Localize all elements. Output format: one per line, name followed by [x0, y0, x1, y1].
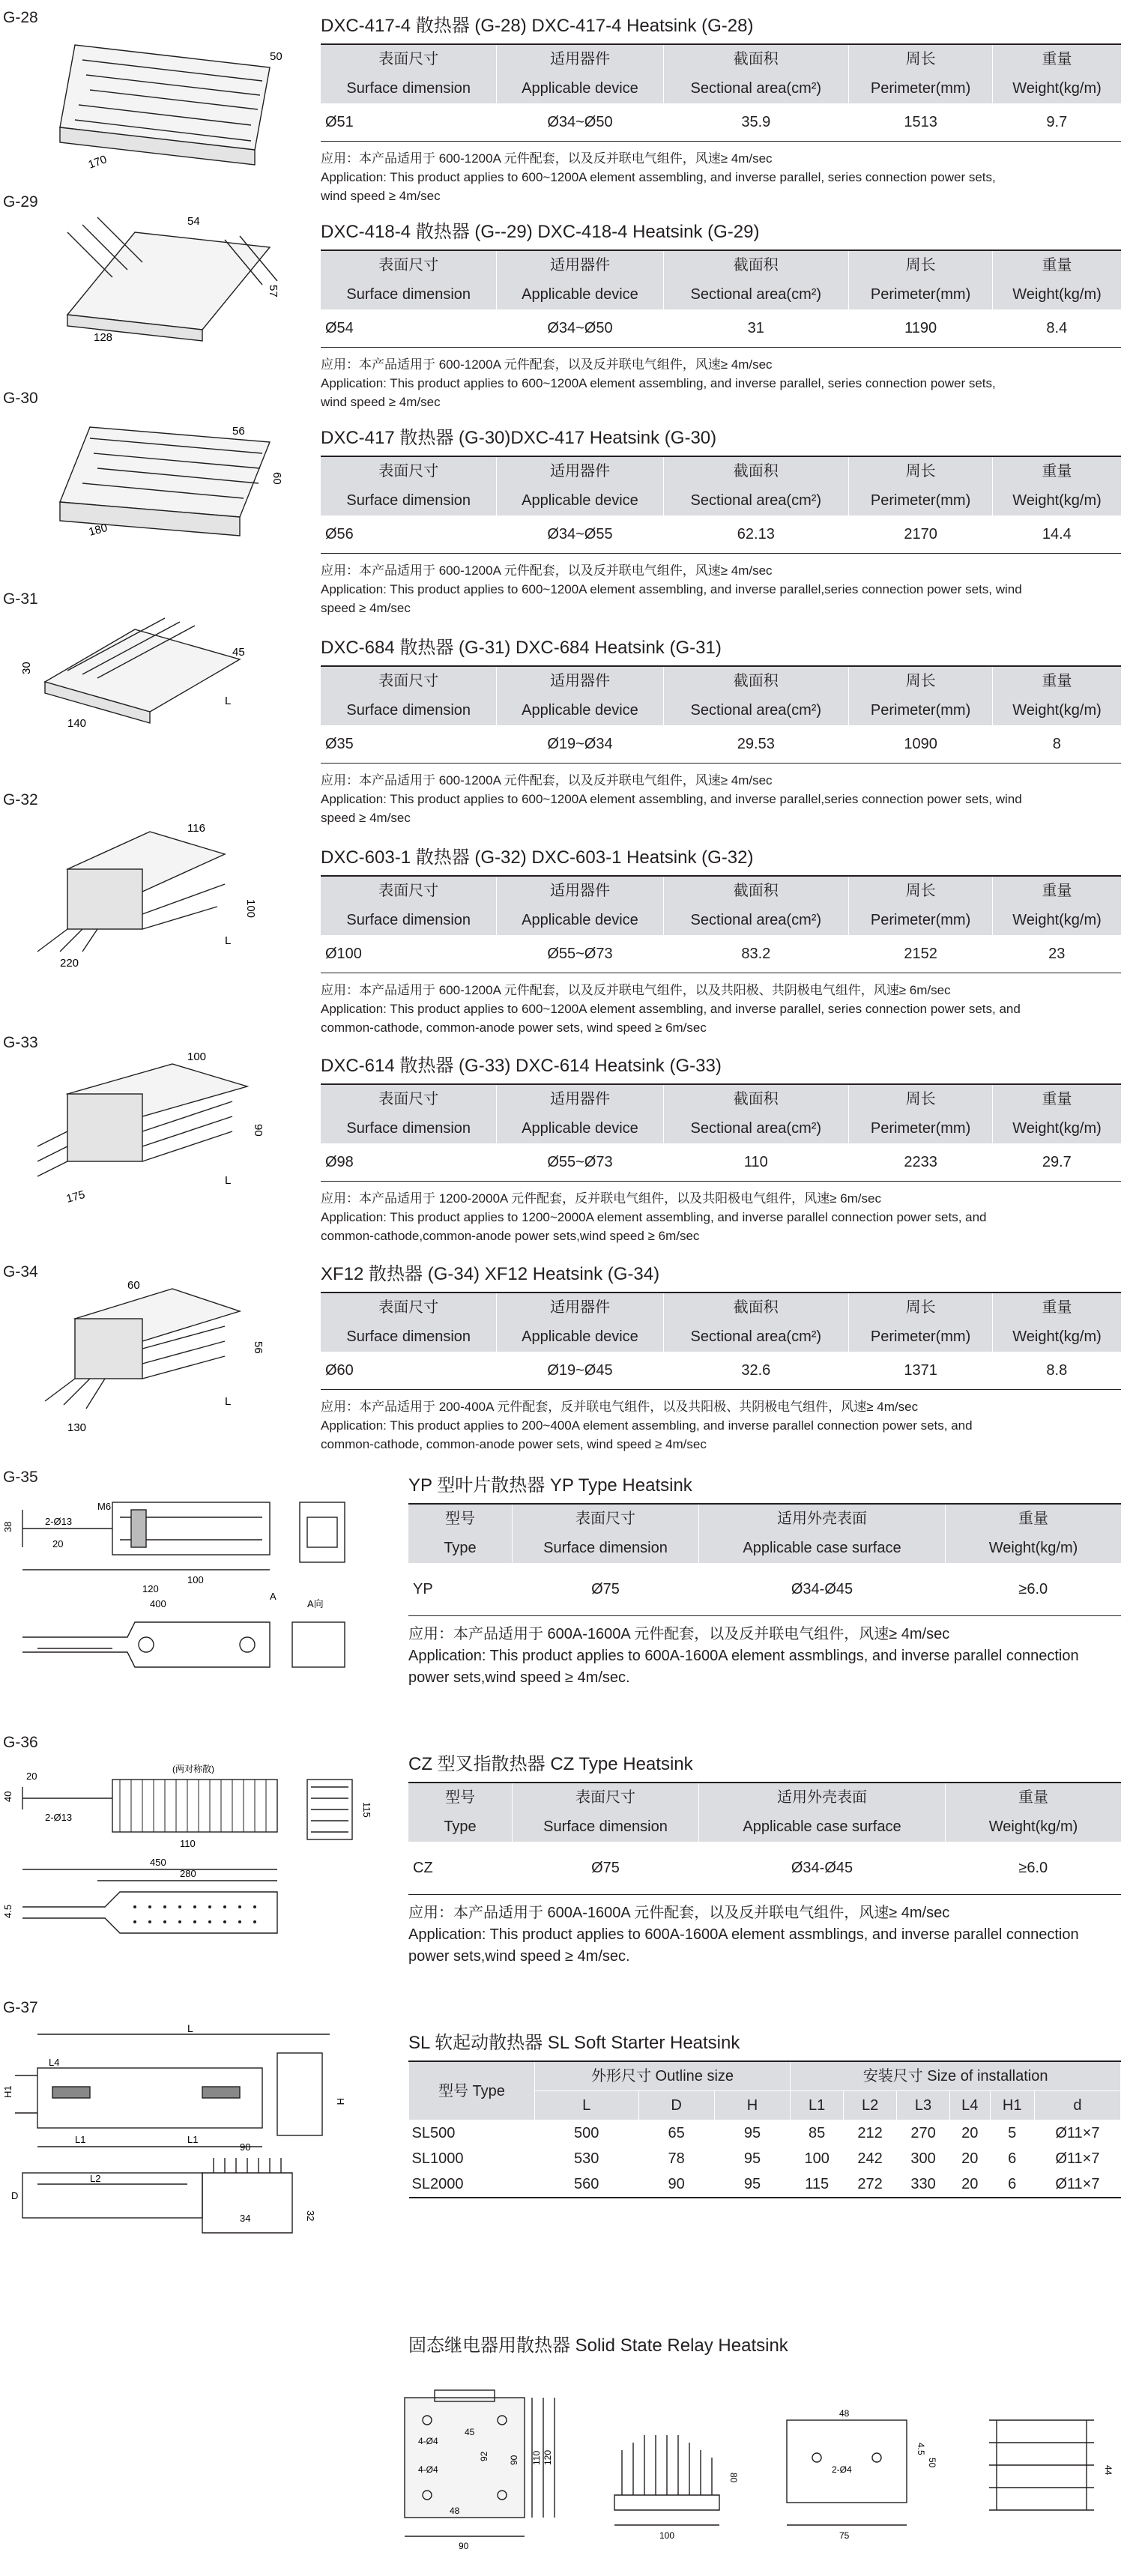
product-title: 固态继电器用散热器 Solid State Relay Heatsink [408, 2335, 788, 2356]
product-title: DXC-418-4 散热器 (G--29) DXC-418-4 Heatsink (G-29) [321, 222, 760, 242]
product-title: DXC-603-1 散热器 (G-32) DXC-603-1 Heatsink (G-32) [321, 847, 754, 868]
svg-text:120: 120 [142, 1583, 159, 1594]
svg-text:80: 80 [728, 2473, 739, 2483]
spec-table: 表面尺寸 适用器件 截面积 周长 重量 Surface dimension Applicable device Sectional area(cm²) Perimeter(mm) Weight(kg/m) Ø60 Ø19~Ø45 32.6 1371 8.8 [321, 1292, 1121, 1390]
product-section [408, 2032, 1121, 2198]
heatsink-drawing [22, 599, 270, 749]
svg-text:32: 32 [305, 2210, 316, 2222]
product-title: XF12 散热器 (G-34) XF12 Heatsink (G-34) [321, 1264, 660, 1284]
figure-label: G-33 [3, 1034, 38, 1051]
svg-text:92: 92 [479, 2451, 489, 2461]
application-note: 应用：本产品适用于 600A-1600A 元件配套，以及反并联电气组件，风速≥ 4m/sec Application: This product applies to 600A-1600A element assmblings, and inverse parallel connection power sets,wind speed ≥ 4m/sec. [408, 1626, 1079, 1686]
spec-table: 表面尺寸 适用器件 截面积 周长 重量 Surface dimension Applicable device Sectional area(cm²) Perimeter(mm) Weight(kg/m) Ø51 Ø34~Ø50 35.9 1513 9.7 [321, 43, 1121, 142]
figure-label: G-29 [3, 193, 38, 211]
technical-drawing [2, 1757, 382, 1967]
svg-text:H1: H1 [2, 2085, 13, 2098]
svg-text:60: 60 [271, 472, 283, 485]
heatsink-drawing [45, 15, 300, 172]
svg-text:4.5: 4.5 [2, 1904, 13, 1918]
product-title: DXC-684 散热器 (G-31) DXC-684 Heatsink (G-31) [321, 638, 722, 658]
application-note: 应用：本产品适用于 600A-1600A 元件配套，以及反并联电气组件，风速≥ 4m/sec Application: This product applies to 600A-1600A element assmblings, and inverse parallel connection power sets,wind speed ≥ 4m/sec. [408, 1905, 1079, 1965]
svg-text:100: 100 [187, 1050, 207, 1063]
svg-text:57: 57 [267, 285, 280, 297]
svg-text:2-Ø4: 2-Ø4 [832, 2464, 852, 2475]
product-title: DXC-417 散热器 (G-30)DXC-417 Heatsink (G-30) [321, 428, 717, 448]
table-row: SL1000 530 78 95 100 242 300 20 6 Ø11×7 [411, 2150, 1100, 2167]
svg-text:220: 220 [60, 957, 79, 970]
svg-text:L: L [225, 695, 232, 707]
technical-drawing [2, 1487, 382, 1697]
product-section [321, 847, 1121, 1037]
spec-table: 型号 表面尺寸 适用外壳表面 重量 Type Surface dimension Applicable case surface Weight(kg/m) YP Ø75 Ø34-Ø45 ≥6.0 [408, 1503, 1121, 1616]
svg-text:50: 50 [270, 50, 282, 63]
application-note: 应用：本产品适用于 1200-2000A 元件配套，反并联电气组件，以及共阳极电气组件，风速≥ 6m/sec Application: This product applies to 1200~2000A element assembling, and inverse parallel connection power sets, and common-cathode,common-anode power sets,wind speed ≥ 6m/sec [321, 1191, 987, 1243]
product-section [408, 2335, 788, 2357]
table-row: SL500 500 65 95 85 212 270 20 5 Ø11×7 [411, 2125, 1100, 2141]
application-note: 应用：本产品适用于 600-1200A 元件配套，以及反并联电气组件，以及共阳极、共阴极电气组件，风速≥ 6m/sec Application: This product applies to 600~1200A element assembling, and inverse parallel, series connection power sets, and common-cathode, common-anode power sets, wind speed ≥ 6m/sec [321, 983, 1021, 1035]
heatsink-drawing [22, 802, 277, 974]
spec-table: 表面尺寸 适用器件 截面积 周长 重量 Surface dimension Applicable device Sectional area(cm²) Perimeter(mm) Weight(kg/m) Ø35 Ø19~Ø34 29.53 1090 8 [321, 665, 1121, 764]
svg-text:280: 280 [180, 1868, 196, 1879]
technical-drawing [390, 2375, 1124, 2555]
svg-text:120: 120 [543, 2449, 553, 2465]
svg-text:45: 45 [232, 646, 245, 659]
svg-text:56: 56 [252, 1341, 265, 1354]
sl-table: 型号 Type 外形尺寸 Outline size 安装尺寸 Size of installation L D H L1 L2 L3 L4 H1 d SL500 500 65 95 85 212 270 20 5 Ø11×7 SL1000 530 78 95 100 242 300 20 6 Ø11×7 SL2000 560 90 95 115 272 330 20 6 Ø11×7 [408, 2061, 1121, 2198]
spec-table: 型号 表面尺寸 适用外壳表面 重量 Type Surface dimension Applicable case surface Weight(kg/m) CZ Ø75 Ø34-Ø45 ≥6.0 [408, 1782, 1121, 1895]
svg-text:56: 56 [232, 425, 245, 438]
svg-text:M6: M6 [97, 1501, 112, 1512]
spec-table: 表面尺寸 适用器件 截面积 周长 重量 Surface dimension Applicable device Sectional area(cm²) Perimeter(mm) Weight(kg/m) Ø100 Ø55~Ø73 83.2 2152 23 [321, 875, 1121, 973]
svg-text:L2: L2 [90, 2173, 101, 2184]
spec-table: 表面尺寸 适用器件 截面积 周长 重量 Surface dimension Applicable device Sectional area(cm²) Perimeter(mm) Weight(kg/m) Ø98 Ø55~Ø73 110 2233 29.7 [321, 1083, 1121, 1182]
product-title: DXC-614 散热器 (G-33) DXC-614 Heatsink (G-33) [321, 1056, 722, 1076]
application-note: 应用：本产品适用于 600-1200A 元件配套，以及反并联电气组件，风速≥ 4m/sec Application: This product applies to 600~1200A element assembling, and inverse parallel,series connection power sets, wind speed ≥ 4m/sec [321, 773, 1022, 825]
svg-text:L1: L1 [187, 2134, 199, 2145]
svg-text:34: 34 [240, 2213, 251, 2224]
svg-text:54: 54 [187, 215, 200, 228]
svg-text:180: 180 [87, 521, 109, 539]
figure-label: G-31 [3, 590, 38, 608]
product-title: CZ 型叉指散热器 CZ Type Heatsink [408, 1754, 693, 1774]
svg-text:100: 100 [187, 1574, 204, 1585]
svg-text:90: 90 [252, 1124, 265, 1137]
svg-text:100: 100 [659, 2530, 675, 2541]
figure-label: G-37 [3, 1999, 38, 2016]
svg-text:115: 115 [361, 1802, 372, 1818]
svg-text:2-Ø13: 2-Ø13 [45, 1516, 73, 1527]
svg-text:20: 20 [26, 1771, 37, 1782]
svg-text:400: 400 [150, 1598, 166, 1609]
svg-text:4.5: 4.5 [916, 2443, 926, 2455]
application-note: 应用：本产品适用于 600-1200A 元件配套，以及反并联电气组件，风速≥ 4m/sec Application: This product applies to 600~1200A element assembling, and inverse parallel,series connection power sets, wind speed ≥ 4m/sec [321, 563, 1022, 615]
product-section [321, 637, 1121, 827]
svg-text:44: 44 [1103, 2465, 1114, 2476]
svg-text:40: 40 [2, 1791, 13, 1802]
svg-text:170: 170 [86, 153, 109, 172]
heatsink-drawing [45, 202, 300, 352]
figure-label: G-28 [3, 9, 38, 26]
product-section [408, 1475, 1121, 1689]
svg-text:75: 75 [839, 2530, 850, 2541]
svg-text:H: H [335, 2098, 346, 2105]
svg-text:38: 38 [2, 1521, 13, 1532]
svg-text:L4: L4 [49, 2057, 60, 2068]
product-title: YP 型叶片散热器 YP Type Heatsink [408, 1475, 692, 1496]
product-section [321, 1055, 1121, 1245]
svg-text:175: 175 [64, 1188, 87, 1206]
svg-text:450: 450 [150, 1857, 166, 1868]
svg-text:130: 130 [67, 1421, 87, 1434]
application-note: 应用：本产品适用于 600-1200A 元件配套，以及反并联电气组件，风速≥ 4m/sec Application: This product applies to 600~1200A element assembling, and inverse parallel, series connection power sets, wind speed ≥ 4m/sec [321, 357, 996, 409]
product-title: SL 软起动散热器 SL Soft Starter Heatsink [408, 2033, 740, 2053]
svg-text:D: D [11, 2190, 19, 2201]
svg-text:A: A [270, 1591, 277, 1602]
svg-text:4-Ø4: 4-Ø4 [418, 2464, 438, 2475]
product-section [321, 427, 1121, 617]
product-title: DXC-417-4 散热器 (G-28) DXC-417-4 Heatsink (G-28) [321, 16, 754, 36]
svg-text:45: 45 [465, 2427, 475, 2437]
svg-text:4-Ø4: 4-Ø4 [418, 2436, 438, 2446]
product-section [408, 1753, 1121, 1968]
svg-text:140: 140 [67, 717, 87, 730]
figure-label: G-30 [3, 390, 38, 407]
svg-text:30: 30 [20, 662, 33, 674]
heatsink-drawing [45, 397, 300, 547]
svg-text:60: 60 [127, 1279, 140, 1292]
svg-text:L: L [225, 1174, 232, 1187]
svg-text:90: 90 [509, 2455, 519, 2465]
product-section [321, 15, 1121, 205]
heatsink-drawing [22, 1041, 277, 1214]
figure-label: G-35 [3, 1469, 38, 1486]
spec-table: 表面尺寸 适用器件 截面积 周长 重量 Surface dimension Applicable device Sectional area(cm²) Perimeter(mm) Weight(kg/m) Ø54 Ø34~Ø50 31 1190 8.4 [321, 250, 1121, 348]
product-section [321, 221, 1121, 411]
technical-drawing [2, 2022, 360, 2240]
svg-text:110: 110 [180, 1838, 196, 1849]
svg-text:L1: L1 [75, 2134, 86, 2145]
figure-label: G-32 [3, 791, 38, 808]
svg-text:128: 128 [94, 331, 113, 344]
svg-text:110: 110 [531, 2450, 542, 2465]
svg-text:L: L [225, 1395, 232, 1408]
table-row: SL2000 560 90 95 115 272 330 20 6 Ø11×7 [409, 2171, 1121, 2198]
svg-text:2-Ø13: 2-Ø13 [45, 1812, 73, 1823]
figure-label: G-34 [3, 1263, 38, 1281]
svg-text:A向: A向 [307, 1598, 324, 1609]
svg-text:90: 90 [459, 2541, 469, 2551]
heatsink-drawing [22, 1274, 277, 1446]
svg-text:100: 100 [244, 899, 257, 919]
svg-text:48: 48 [839, 2408, 850, 2419]
svg-text:(两对称散): (两对称散) [172, 1764, 214, 1774]
svg-text:116: 116 [187, 822, 205, 835]
figure-label: G-36 [3, 1734, 38, 1751]
svg-text:90: 90 [240, 2141, 251, 2153]
svg-text:50: 50 [927, 2458, 937, 2468]
svg-text:20: 20 [52, 1538, 64, 1549]
svg-text:L: L [225, 934, 232, 947]
application-note: 应用：本产品适用于 600-1200A 元件配套，以及反并联电气组件，风速≥ 4m/sec Application: This product applies to 600~1200A element assembling, and inverse parallel, series connection power sets, wind speed ≥ 4m/sec [321, 151, 996, 203]
product-section [321, 1263, 1121, 1454]
svg-text:48: 48 [450, 2506, 460, 2516]
svg-text:L: L [187, 2022, 193, 2034]
application-note: 应用：本产品适用于 200-400A 元件配套，反并联电气组件，以及共阳极、共阴极电气组件，风速≥ 4m/sec Application: This product applies to 200~400A element assembling, and inverse parallel connection power sets, and common-cathode, common-anode power sets, wind speed ≥ 4m/sec [321, 1400, 973, 1451]
spec-table: 表面尺寸 适用器件 截面积 周长 重量 Surface dimension Applicable device Sectional area(cm²) Perimeter(mm) Weight(kg/m) Ø56 Ø34~Ø55 62.13 2170 14.4 [321, 456, 1121, 554]
